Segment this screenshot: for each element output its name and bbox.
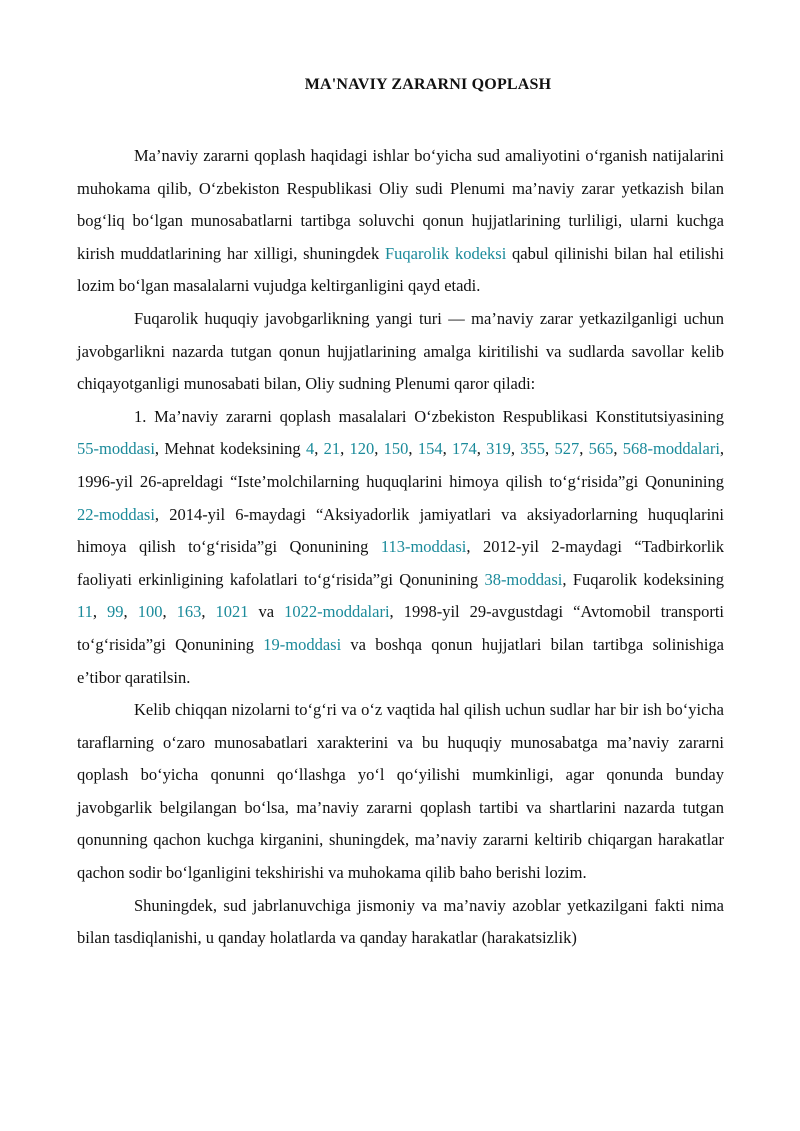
link-mehnat-21[interactable]: 21 [323, 439, 341, 459]
link-fk-11[interactable]: 11 [77, 602, 93, 622]
document-body [77, 140, 724, 955]
link-mehnat-568[interactable]: 568-moddalari [622, 439, 720, 459]
link-fk-1022[interactable]: 1022-moddalari [284, 602, 390, 622]
link-fk-1021[interactable]: 1021 [215, 602, 249, 622]
link-mehnat-174[interactable]: 174 [451, 439, 477, 459]
link-tadbirkorlik-38[interactable]: 38-moddasi [484, 569, 563, 589]
link-avtomobil-19[interactable]: 19-moddasi [263, 634, 342, 654]
link-fk-163[interactable]: 163 [176, 602, 202, 622]
link-aksiyadorlik-113[interactable]: 113-moddasi [380, 537, 467, 557]
link-istemolchi-22[interactable]: 22-moddasi [77, 504, 155, 524]
link-fk-100[interactable]: 100 [137, 602, 163, 622]
paragraph-item-1: 1. Ma’naviy zararni qoplash masalalari O‘zbekiston Respublikasi Konstitutsiyasining 55-moddasi, Mehnat kodeksining 4, 21, 120, 150, 154, 174, 319, 355, 527, 565, 568-moddalari, 1996-yil 26-apreldagi “Iste’molchilarning huquqlarini himoya qilish to‘g‘risida”gi Qonunining 22-moddasi, 2014-yil 6-maydagi “Aksiyadorlik jamiyatlari va aksiyadorlarning huquqlarini himoya qilish to‘g‘risida”gi Qonunining 113-moddasi, 2012-yil 2-maydagi “Tadbirkorlik faoliyati erkinligining kafolatlari to‘g‘risida”gi Qonunining 38-moddasi, Fuqarolik kodeksining 11, 99, 100, 163, 1021 va 1022-moddalari, 1998-yil 29-avgustdagi “Avtomobil transporti to‘g‘risida”gi Qonunining 19-moddasi va boshqa qonun hujjatlari bilan tartibga solinishiga e’tibor qaratilsin. [77, 406, 725, 687]
document-title: MA'NAVIY ZARARNI QOPLASH [304, 76, 552, 93]
link-mehnat-4[interactable]: 4 [305, 439, 315, 459]
paragraph-intro: Ma’naviy zararni qoplash haqidagi ishlar bo‘yicha sud amaliyotini o‘rganish natijalarini muhokama qilib, O‘zbekiston Respublikasi Oliy sudi Plenumi ma’naviy zarar yetkazish bilan bog‘liq bo‘lgan munosabatlarni tartibga soluvchi qonun hujjatlarining turliligi, ularni kuchga kirish muddatlarining har xilligi, shuningdek Fuqarolik kodeksi qabul qilinishi bilan hal etilishi lozim bo‘lgan masalalarni vujudga keltirganligini qayd etadi. [77, 146, 724, 296]
link-fk-99[interactable]: 99 [107, 602, 124, 622]
link-mehnat-319[interactable]: 319 [486, 439, 511, 459]
link-mehnat-527[interactable]: 527 [554, 439, 580, 459]
paragraph-disputes: Kelib chiqqan nizolarni to‘g‘ri va o‘z vaqtida hal qilish uchun sudlar har bir ish bo‘yicha taraflarning o‘zaro munosabatlari xarakterini va bu huquqiy munosabatga ma’naviy zararni qoplash bo‘yicha qonunni qo‘llashga yo‘l qo‘yilishi mumkinligi, agar qonunda bunday javobgarlik belgilangan bo‘lsa, ma’naviy zararni qoplash tartibi va shartlarini nazarda tutgan qonunning qachon kuchga kirganini, shuningdek, ma’naviy zararni keltirib chiqargan harakatlar qachon sodir bo‘lganligini tekshirishi va muhokama qilib baho berishi lozim. [77, 700, 724, 883]
link-konstitutsiya-55[interactable]: 55-moddasi [77, 439, 155, 459]
link-fuqarolik-kodeksi[interactable]: Fuqarolik kodeksi [385, 243, 507, 263]
link-mehnat-355[interactable]: 355 [520, 439, 546, 459]
paragraph-resolution: Fuqarolik huquqiy javobgarlikning yangi turi — ma’naviy zarar yetkazilganligi uchun javobgarlikni nazarda tutgan qonun hujjatlarining amalga kiritilishi va sudlarda savollar kelib chiqayotganligi munosabati bilan, Oliy sudning Plenumi qaror qiladi: [77, 308, 724, 394]
link-mehnat-150[interactable]: 150 [383, 439, 409, 459]
link-mehnat-120[interactable]: 120 [349, 439, 375, 459]
link-mehnat-154[interactable]: 154 [417, 439, 443, 459]
link-mehnat-565[interactable]: 565 [588, 439, 614, 459]
paragraph-evidence: Shuningdek, sud jabrlanuvchiga jismoniy va ma’naviy azoblar yetkazilgani fakti nima bilan tasdiqlanishi, u qanday holatlarda va qanday harakatlar (harakatsizlik) [77, 895, 724, 948]
